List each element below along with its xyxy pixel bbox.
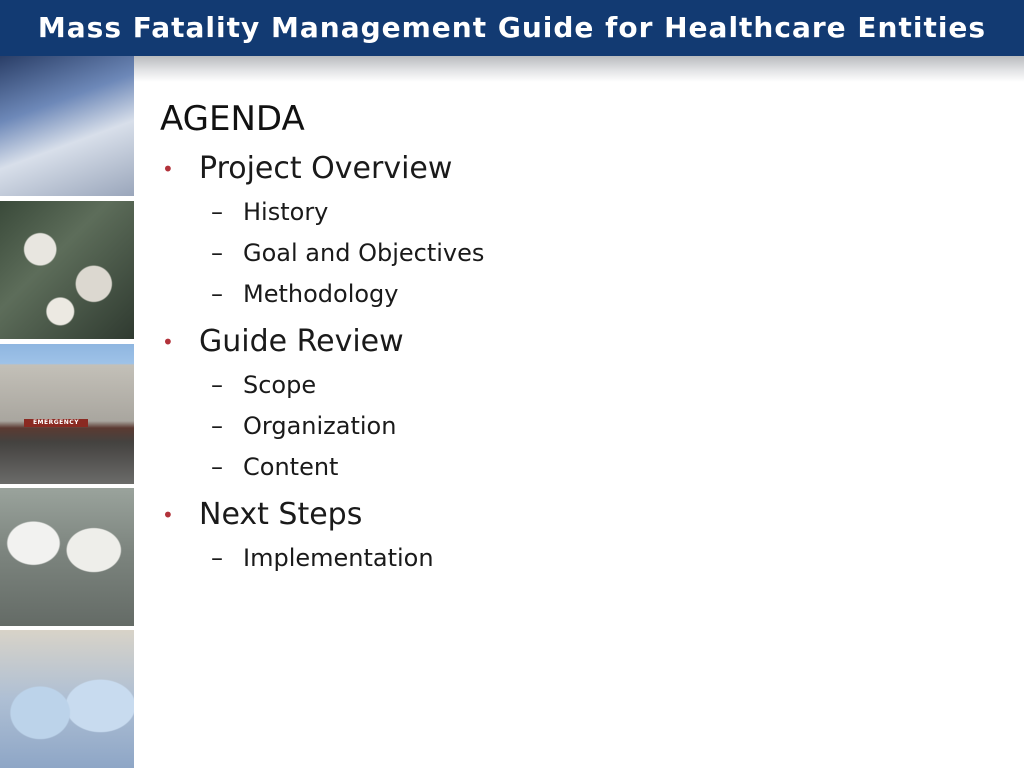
sub-item: [199, 192, 960, 233]
sub-item: [199, 365, 960, 406]
sub-list: [199, 538, 960, 579]
sub-item: [199, 447, 960, 488]
sub-item: [199, 274, 960, 315]
sub-item: [199, 406, 960, 447]
slide-title: Mass Fatality Management Guide for Healthcare Entities: [37, 11, 987, 44]
sub-item-label: Implementation: [243, 544, 434, 572]
agenda-list: [160, 146, 960, 579]
sub-item: [199, 233, 960, 274]
emergency-sign: EMERGENCY: [24, 419, 88, 427]
dash-icon: –: [211, 453, 223, 481]
triage-responders-photo: [0, 201, 134, 339]
sub-item-label: Organization: [243, 412, 397, 440]
sub-item-label: Scope: [243, 371, 317, 399]
dash-icon: –: [211, 280, 223, 308]
dash-icon: –: [211, 371, 223, 399]
dash-icon: –: [211, 412, 223, 440]
sub-item: [199, 538, 960, 579]
dash-icon: –: [211, 544, 223, 572]
section-label: Next Steps: [199, 497, 363, 532]
section-label: Guide Review: [199, 324, 404, 359]
bullet-icon: •: [162, 157, 174, 181]
sub-item-label: History: [243, 198, 329, 226]
agenda: [160, 96, 960, 583]
agenda-heading: AGENDA: [160, 99, 305, 139]
sub-list: [199, 365, 960, 488]
header-shadow: [134, 56, 1024, 82]
dash-icon: –: [211, 239, 223, 267]
hospital-emergency-entrance-photo: [0, 344, 134, 484]
agenda-section: [160, 319, 960, 488]
bullet-icon: •: [162, 503, 174, 527]
dash-icon: –: [211, 198, 223, 226]
bullet-icon: •: [162, 330, 174, 354]
agenda-section: [160, 146, 960, 315]
sub-item-label: Methodology: [243, 280, 399, 308]
ambulance-photo: [0, 56, 134, 196]
agenda-section: [160, 492, 960, 579]
morgue-gurneys-photo: [0, 488, 134, 626]
photo-column: [0, 56, 134, 768]
medical-staff-photo: [0, 630, 134, 768]
section-label: Project Overview: [199, 151, 453, 186]
sub-item-label: Goal and Objectives: [243, 239, 485, 267]
title-bar: [0, 0, 1024, 57]
sub-list: [199, 192, 960, 315]
sub-item-label: Content: [243, 453, 339, 481]
